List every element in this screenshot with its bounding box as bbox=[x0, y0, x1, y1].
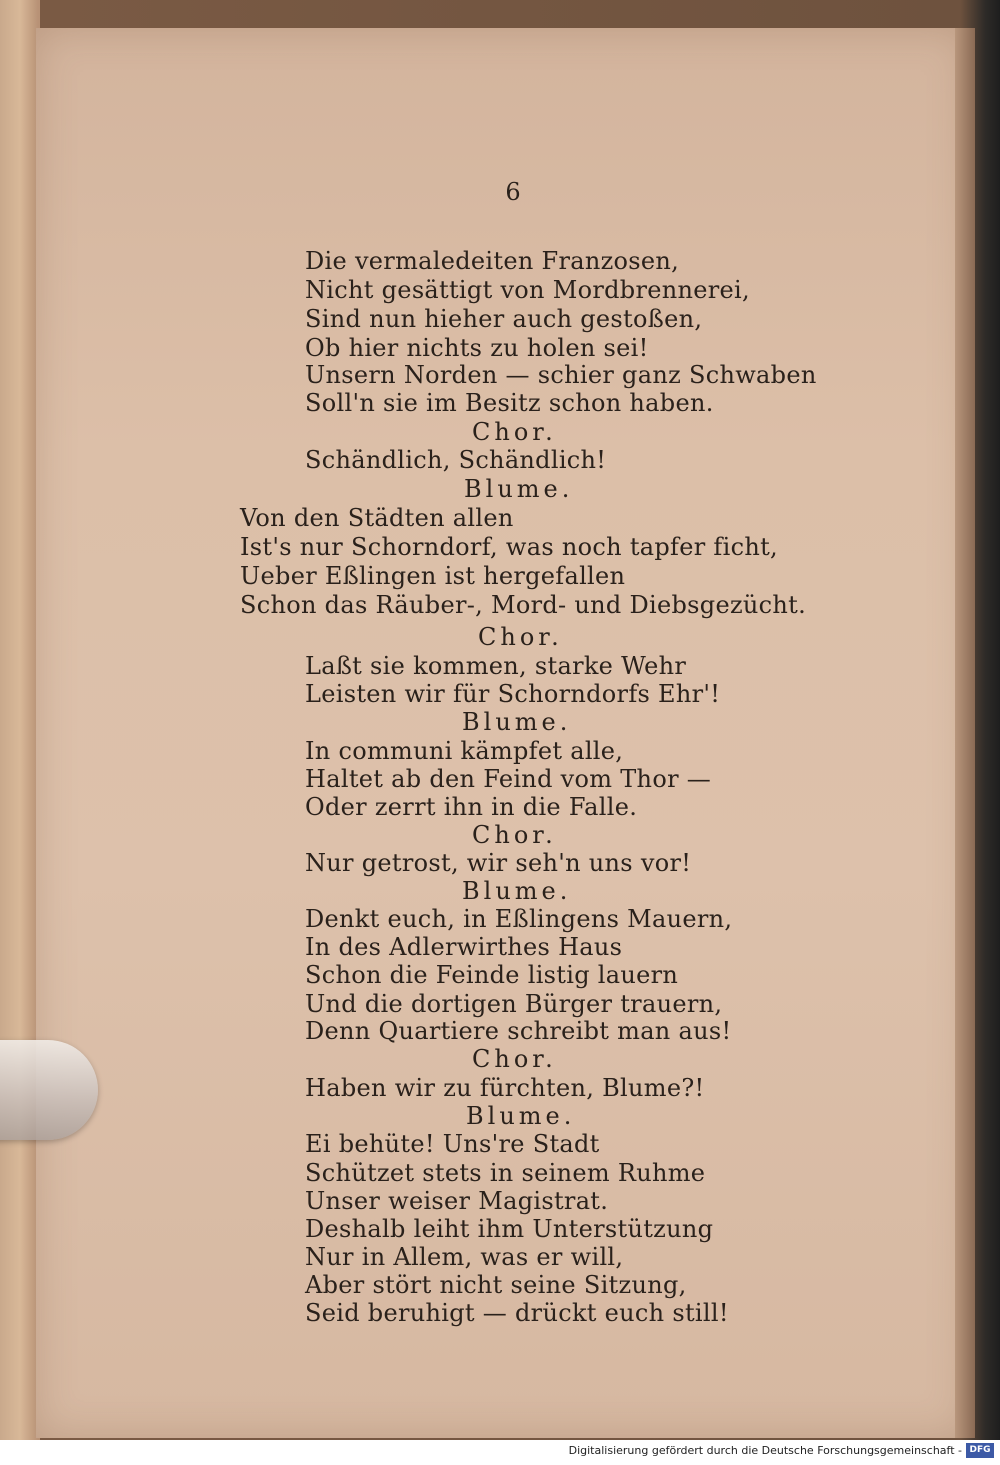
verse-line: Denkt euch, in Eßlingens Mauern, bbox=[305, 905, 733, 933]
speaker-label: Chor. bbox=[472, 1045, 557, 1073]
page-clip bbox=[0, 1040, 98, 1140]
verse-line: Sind nun hieher auch gestoßen, bbox=[305, 305, 703, 333]
speaker-label: Blume. bbox=[464, 475, 574, 503]
speaker-label: Blume. bbox=[462, 877, 572, 905]
page-number: 6 bbox=[505, 178, 521, 206]
dfg-logo: DFG bbox=[966, 1443, 994, 1458]
verse-line: Laßt sie kommen, starke Wehr bbox=[305, 652, 687, 680]
speaker-label: Chor. bbox=[472, 821, 557, 849]
verse-line: Leisten wir für Schorndorfs Ehr'! bbox=[305, 680, 721, 708]
verse-line: Ist's nur Schorndorf, was noch tapfer ficht, bbox=[240, 533, 778, 561]
verse-line: Unsern Norden — schier ganz Schwaben bbox=[305, 361, 817, 389]
verse-line: Denn Quartiere schreibt man aus! bbox=[305, 1017, 732, 1045]
verse-line: Ob hier nichts zu holen sei! bbox=[305, 334, 649, 362]
verse-line: Nur in Allem, was er will, bbox=[305, 1243, 624, 1271]
verse-line: Die vermaledeiten Franzosen, bbox=[305, 247, 680, 275]
verse-line: Schon das Räuber-, Mord- und Diebsgezücht. bbox=[240, 591, 807, 619]
verse-line: Ueber Eßlingen ist hergefallen bbox=[240, 562, 626, 590]
verse-line: In des Adlerwirthes Haus bbox=[305, 933, 623, 961]
verse-line: Oder zerrt ihn in die Falle. bbox=[305, 793, 638, 821]
speaker-label: Chor. bbox=[472, 418, 557, 446]
speaker-label: Blume. bbox=[462, 708, 572, 736]
verse-line: Schützet stets in seinem Ruhme bbox=[305, 1159, 706, 1187]
verse-line: In communi kämpfet alle, bbox=[305, 737, 624, 765]
verse-line: Schon die Feinde listig lauern bbox=[305, 961, 679, 989]
verse-line: Seid beruhigt — drückt euch still! bbox=[305, 1299, 729, 1327]
verse-line: Aber stört nicht seine Sitzung, bbox=[305, 1271, 687, 1299]
digitization-footer bbox=[0, 1440, 1000, 1465]
verse-line: Und die dortigen Bürger trauern, bbox=[305, 990, 723, 1018]
verse-line: Ei behüte! Uns're Stadt bbox=[305, 1130, 600, 1158]
speaker-label: Chor. bbox=[478, 623, 563, 651]
verse-line: Haben wir zu fürchten, Blume?! bbox=[305, 1074, 705, 1102]
speaker-label: Blume. bbox=[466, 1102, 576, 1130]
verse-line: Nicht gesättigt von Mordbrennerei, bbox=[305, 276, 750, 304]
verse-line: Von den Städten allen bbox=[240, 504, 514, 532]
verse-line: Haltet ab den Feind vom Thor — bbox=[305, 765, 712, 793]
verse-line: Nur getrost, wir seh'n uns vor! bbox=[305, 849, 692, 877]
verse-line: Deshalb leiht ihm Unterstützung bbox=[305, 1215, 714, 1243]
verse-line: Unser weiser Magistrat. bbox=[305, 1187, 609, 1215]
verse-line: Schändlich, Schändlich! bbox=[305, 446, 607, 474]
footer-credit: Digitalisierung gefördert durch die Deutsche Forschungsgemeinschaft - bbox=[568, 1444, 962, 1457]
verse-line: Soll'n sie im Besitz schon haben. bbox=[305, 389, 714, 417]
